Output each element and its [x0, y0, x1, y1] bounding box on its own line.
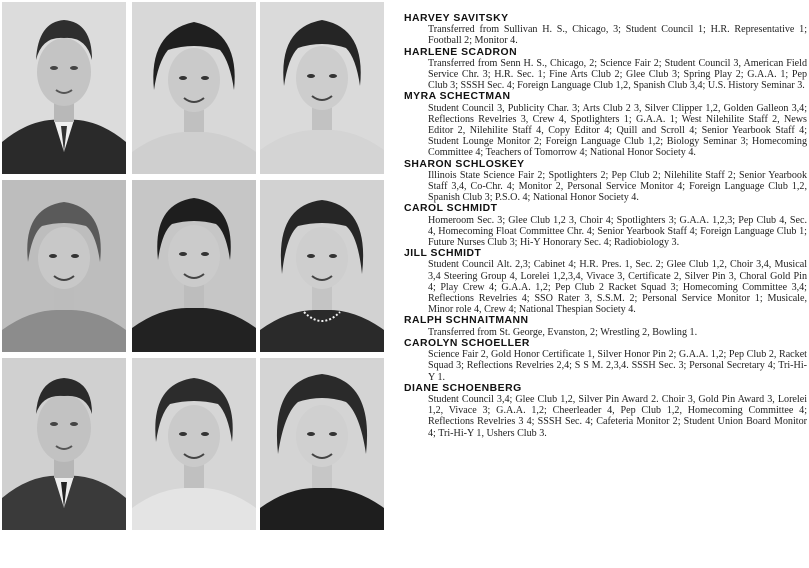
student-activities: Transferred from St. George, Evanston, 2; Wrestling 2, Bowling 1. — [428, 326, 698, 338]
student-name: DIANE SCHOENBERG — [404, 382, 522, 394]
portrait-grid — [2, 2, 386, 534]
portrait-sharon-schloskey — [2, 180, 126, 352]
portrait-harvey-savitsky — [2, 2, 126, 174]
student-activities: Transferred from Sullivan H. S., Chicago, 3; Student Council 1; H.R. Representative 1; Football 2; Monitor 4. — [428, 24, 807, 47]
student-name: JILL SCHMIDT — [404, 248, 482, 260]
bio-entry-carol-schmidt — [404, 203, 807, 248]
portrait-carol-schmidt — [132, 180, 256, 352]
student-activities: Science Fair 2, Gold Honor Certificate 1, Silver Honor Pin 2; G.A.A. 1,2; Pep Club 2, Racket Squad 3; Reflections Revelries 2,4; S S M. 2,3,4. SSSH Sec. 3; Personal Secretary 4; Tri-Hi-Y 1. — [428, 349, 807, 383]
portrait-ralph-schnaitmann — [2, 358, 126, 530]
student-name: CAROLYN SCHOELLER — [404, 337, 530, 349]
bio-entry-jill-schmidt — [404, 248, 807, 315]
bio-entry-myra-schectman — [404, 91, 807, 158]
student-activities: Homeroom Sec. 3; Glee Club 1,2 3, Choir 4; Spotlighters 3; G.A.A. 1,2,3; Pep Club 4, Sec. 4, Homecoming Float Committee Chr. 4; Senior Yearbook Staff 4; Foreign Language Club 1; Future Nurses Club 3; Hi-Y Honorary Sec. 4; Radiobiology 3. — [428, 214, 807, 249]
portrait-myra-schectman — [260, 2, 384, 174]
student-name: HARLENE SCADRON — [404, 46, 518, 58]
bio-entry-harlene-scadron — [404, 47, 807, 92]
bio-entry-ralph-schnaitmann — [404, 315, 807, 337]
bio-entry-carolyn-schoeller — [404, 338, 807, 383]
portrait-jill-schmidt — [260, 180, 384, 352]
student-activities: Student Council 3,4; Glee Club 1,2, Silver Pin Award 2. Choir 3, Gold Pin Award 3, Lorelei 1,2, Vivace 3; G.A.A. 1,2; Cheerleader 4, Pep Club 1,2, Homecoming Committee 4; Reflections Revelries 3 4; SSSH Sec. 4; Cafeteria Monitor 2; Student Union Board Monitor 4; Tri-Hi-Y 1, Ushers Club 3. — [428, 393, 807, 439]
portrait-harlene-scadron — [132, 2, 256, 174]
student-name: HARVEY SAVITSKY — [404, 13, 509, 24]
student-activities: Transferred from Senn H. S., Chicago, 2; Science Fair 2; Student Council 3, American Field Service Chr. 3; H.R. Sec. 1; Fine Arts Club 2; Glee Club 3; Spring Play 2; G.A.A. 1; Pep Club 3; SSSH Sec. 4; Foreign Language Club 1,2, Spanish Club 3,4; U.S. History Seminar 3. — [428, 57, 807, 92]
biography-column — [404, 13, 807, 439]
bio-entry-harvey-savitsky — [404, 13, 807, 47]
student-activities: Illinois State Science Fair 2; Spotlighters 2; Pep Club 2; Nilehilite Staff 2; Senior Yearbook Staff 3,4, Co-Chr. 4; Monitor 2, Personal Service Monitor 4; Foreign Language Club 1,2, Spanish Club 3; P.S.O. 4; National Honor Society 4. — [428, 169, 807, 204]
portrait-diane-schoenberg — [260, 358, 384, 530]
student-activities: Student Council Alt. 2,3; Cabinet 4; H.R. Pres. 1, Sec. 2; Glee Club 1,2, Choir 3,4, Musical 3,4 Steering Group 4, Lorelei 1,2,3,4, Vivace 3, Certificate 2, Silver Pin 3, Choral Gold Pin 4; Play Crew 4; G.A.A. 1,2; Pep Club 2 Racket Squad 3; Homecoming Committee 3,4; Reflections Revelries 4; SSO Rater 3, S.S.M. 2; Personal Service Monitor 1; Musicale, Minor role 4, Crew 4; National Thespian Society 4. — [428, 259, 807, 316]
student-name: MYRA SCHECTMAN — [404, 91, 511, 103]
bio-entry-diane-schoenberg — [404, 383, 807, 439]
student-name: RALPH SCHNAITMANN — [404, 315, 529, 327]
student-activities: Student Council 3, Publicity Char. 3; Arts Club 2 3, Silver Clipper 1,2, Golden Galleon 3,4; Reflections Revelries 3, Crew 4, Spotlighters 1; G.A.A. 1; West Nilehilite Staff 2, News Editor 2, Nilehilite Staff 4, Copy Editor 4; Quill and Scroll 4; Senior Yearbook Staff 4; Student Lounge Monitor 2; Foreign Language Club 1,2; Biology Seminar 3; Homecoming Committee 4; Teachers of Tomorrow 4; National Honor Society 4. — [428, 102, 807, 159]
student-name: CAROL SCHMIDT — [404, 203, 498, 215]
portrait-carolyn-schoeller — [132, 358, 256, 530]
student-name: SHARON SCHLOSKEY — [404, 158, 525, 170]
bio-entry-sharon-schloskey — [404, 159, 807, 204]
